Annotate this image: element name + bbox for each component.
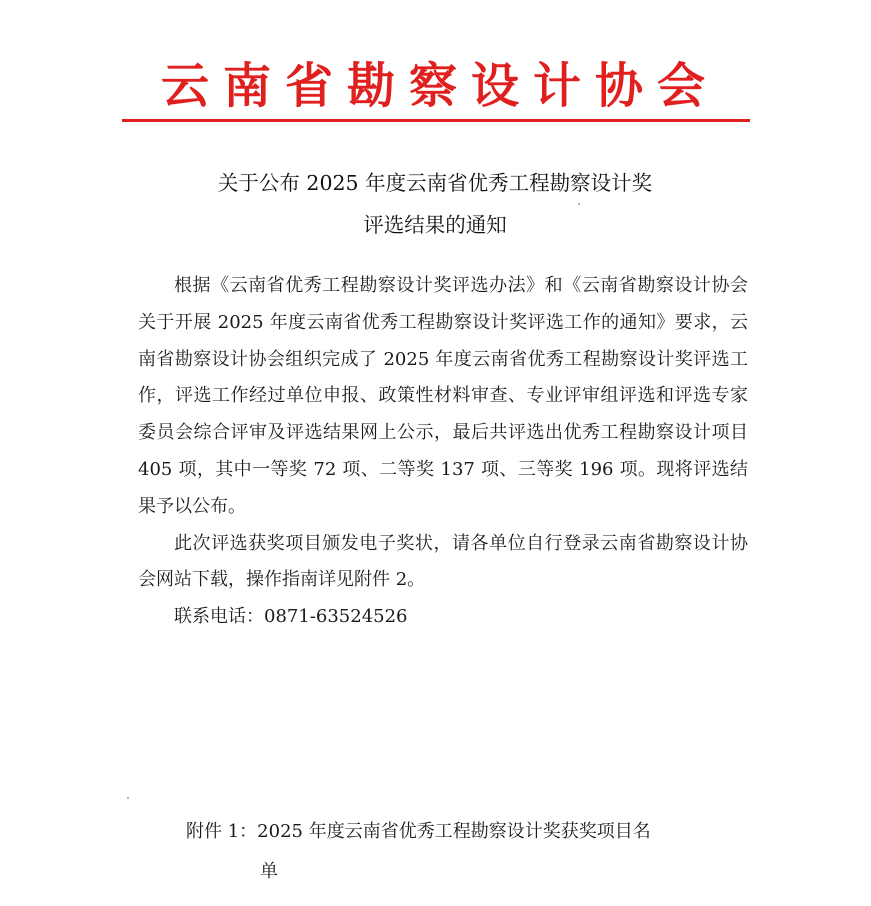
body-paragraph-2: 此次评选获奖项目颁发电子奖状，请各单位自行登录云南省勘察设计协会网站下载，操作指南详见附件 2。 xyxy=(138,532,748,591)
attachment-line-2: 单 xyxy=(260,861,278,882)
scan-speck xyxy=(578,203,580,205)
letterhead-org-name: 云南省勘察设计协会 xyxy=(160,58,719,114)
letterhead-red-rule xyxy=(122,119,750,122)
notice-title-line-2: 评选结果的通知 xyxy=(363,213,507,237)
notice-body xyxy=(138,268,748,636)
notice-title-line-1: 关于公布 2025 年度云南省优秀工程勘察设计奖 xyxy=(217,171,653,195)
attachment-line-1: 附件 1：2025 年度云南省优秀工程勘察设计奖获奖项目名 xyxy=(186,821,651,842)
scan-speck xyxy=(127,797,129,799)
body-paragraph-1: 根据《云南省优秀工程勘察设计奖评选办法》和《云南省勘察设计协会关于开展 2025 年度云南省优秀工程勘察设计奖评选工作的通知》要求，云南省勘察设计协会组织完成了 2025 年度云南省优秀工程勘察设计奖评选工作，评选工作经过单位申报、政策性材料审查、专业评审组评选和评选专家委员会综合评审及评选结果网上公示，最后共评选出优秀工程勘察设计项目 405 项，其中一等奖 72 项、二等奖 137 项、三等奖 196 项。现将评选结果予以公布。 xyxy=(138,275,748,517)
attachment-note xyxy=(186,812,746,892)
contact-phone: 联系电话：0871-63524526 xyxy=(174,606,408,628)
notice-title xyxy=(120,162,750,246)
